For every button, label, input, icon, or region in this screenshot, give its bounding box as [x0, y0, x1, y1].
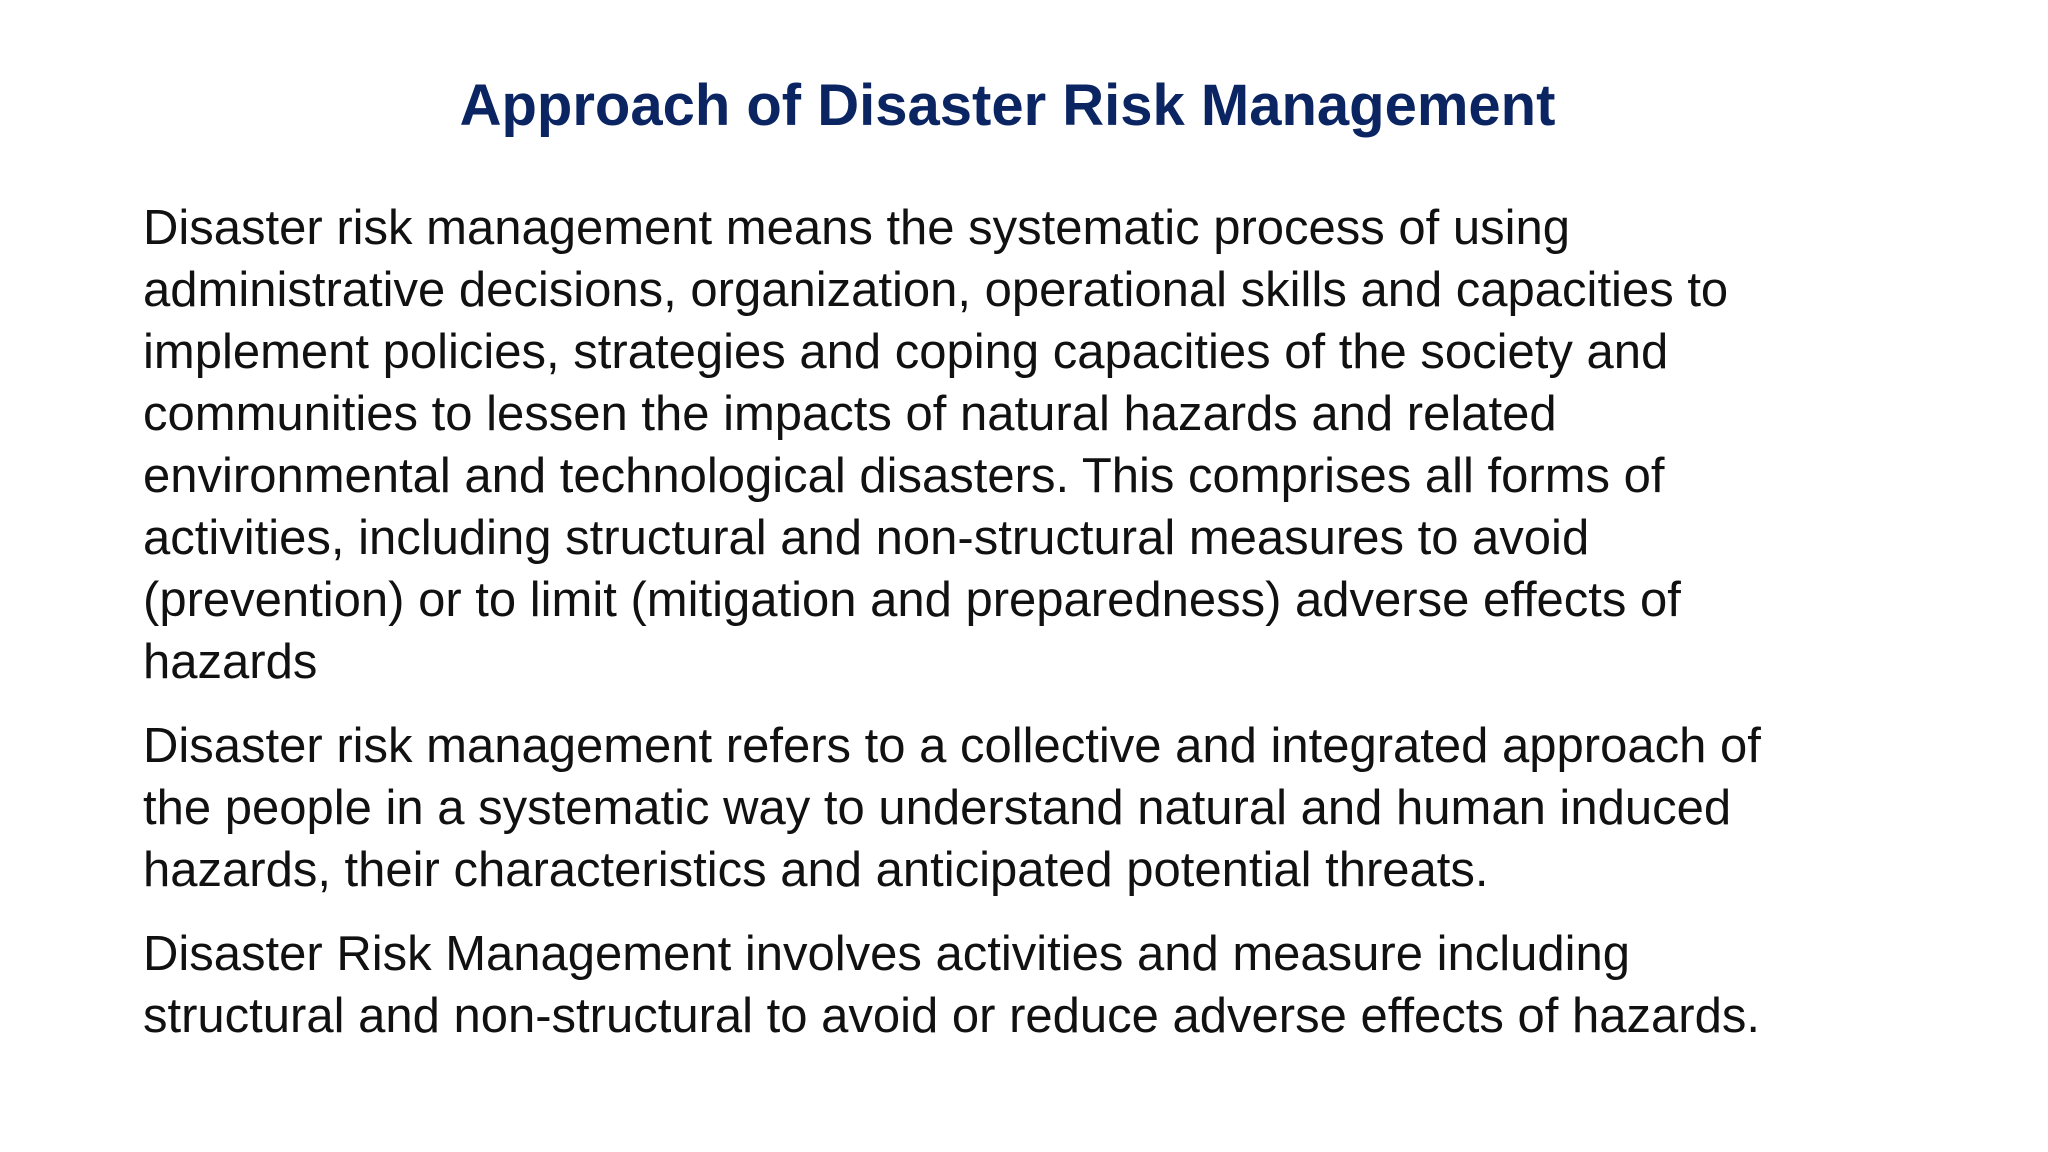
text-line: implement policies, strategies and coping capacities of the society and: [143, 325, 1669, 379]
text-line: Disaster risk management refers to a collective and integrated approach of: [143, 719, 1761, 773]
text-line: Disaster Risk Management involves activities and measure including: [143, 927, 1631, 981]
text-line: communities to lessen the impacts of natural hazards and related: [143, 387, 1557, 441]
text-line: administrative decisions, organization, operational skills and capacities to: [143, 263, 1729, 317]
text-line: (prevention) or to limit (mitigation and preparedness) adverse effects of: [143, 573, 1681, 627]
text-line: Disaster risk management means the systematic process of using: [143, 201, 1571, 255]
text-line: structural and non-structural to avoid or reduce adverse effects of hazards.: [143, 989, 1760, 1043]
paragraph-collective-approach: [143, 715, 2003, 901]
text-line: hazards: [143, 635, 318, 689]
slide-body: [143, 197, 2003, 1069]
slide-title: Approach of Disaster Risk Management: [459, 73, 1556, 138]
paragraph-activities: [143, 923, 2003, 1047]
text-line: activities, including structural and non-structural measures to avoid: [143, 511, 1590, 565]
text-line: the people in a systematic way to understand natural and human induced: [143, 781, 1732, 835]
text-line: hazards, their characteristics and anticipated potential threats.: [143, 843, 1489, 897]
paragraph-definition: [143, 197, 2003, 693]
text-line: environmental and technological disasters. This comprises all forms of: [143, 449, 1665, 503]
